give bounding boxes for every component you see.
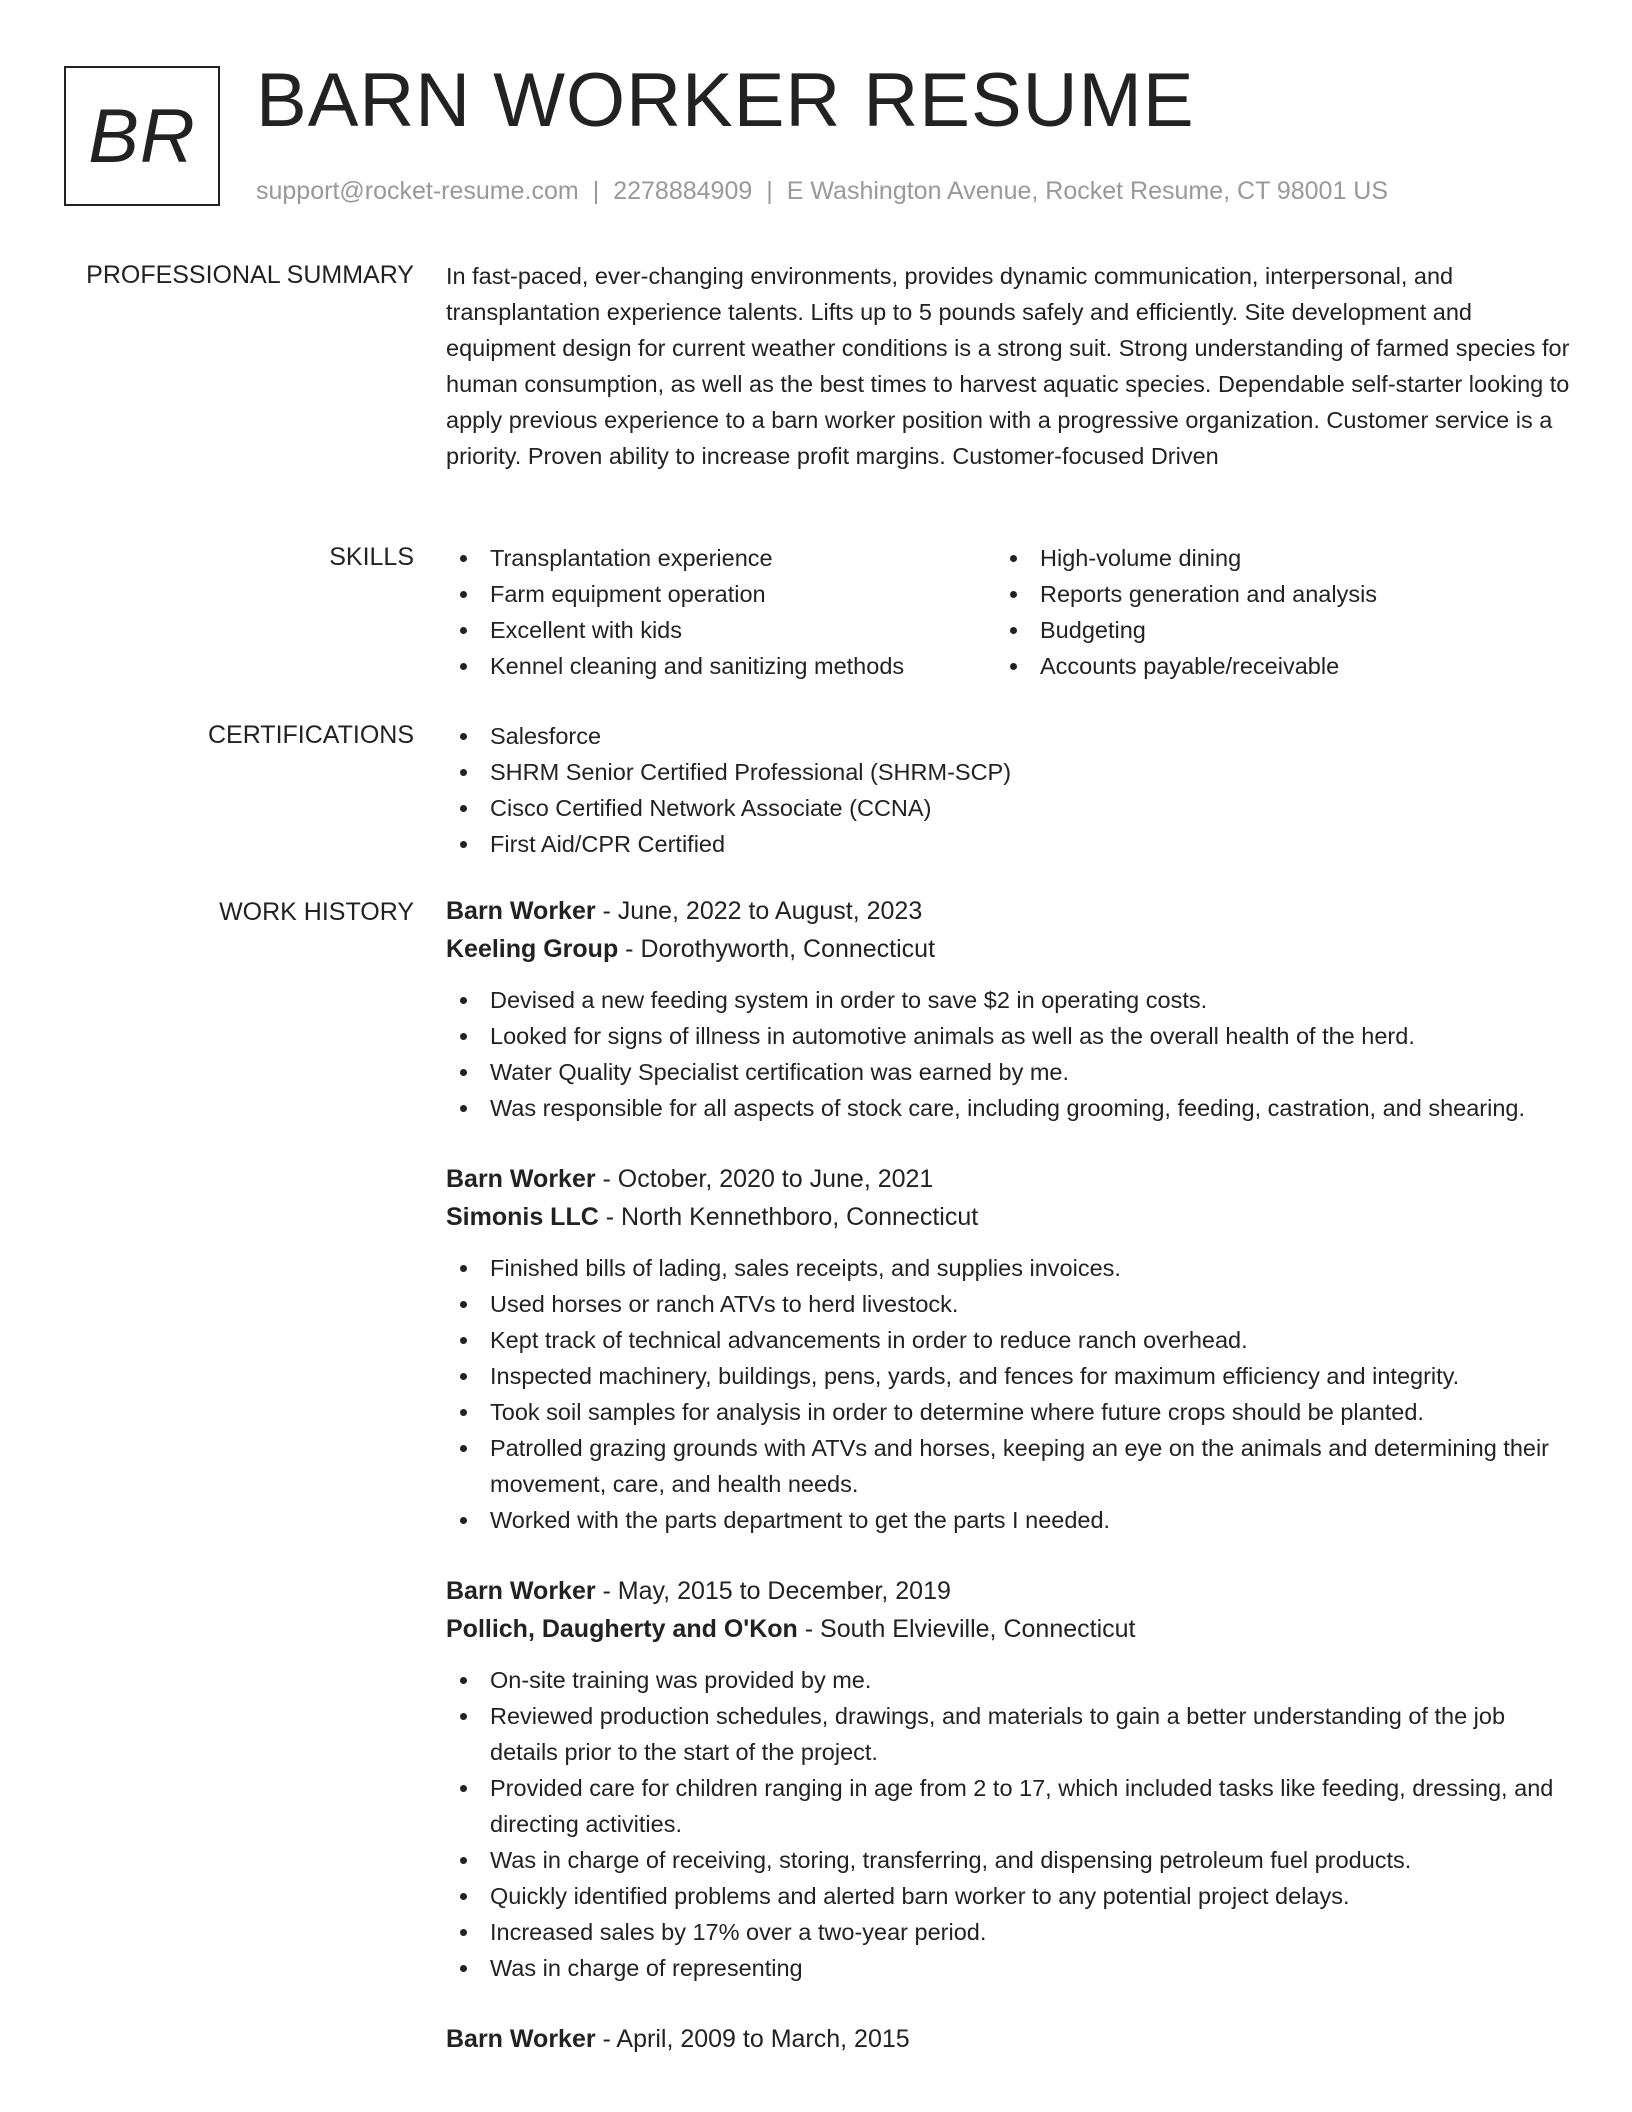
skill-item: Budgeting (996, 612, 1546, 648)
job-company-line (446, 930, 1576, 968)
certifications-list (446, 718, 1576, 862)
job-company-line (446, 1198, 1576, 1236)
job-title: Barn Worker (446, 1165, 596, 1193)
skill-item: Reports generation and analysis (996, 576, 1546, 612)
skills-list-right (996, 540, 1546, 684)
company-location: - North Kennethboro, Connecticut (598, 1203, 979, 1231)
work-history-label: WORK HISTORY (219, 898, 414, 926)
skills-section (446, 540, 1576, 684)
certification-item: Cisco Certified Network Associate (CCNA) (446, 790, 1576, 826)
resume-title: BARN WORKER RESUME (256, 58, 1195, 143)
company-name: Simonis LLC (446, 1203, 599, 1231)
job-duty-item: Used horses or ranch ATVs to herd livestock. (446, 1286, 1576, 1322)
job-duty-item: Was in charge of receiving, storing, transferring, and dispensing petroleum fuel products. (446, 1842, 1576, 1878)
job-title: Barn Worker (446, 1577, 596, 1605)
job-entry (446, 1572, 1576, 1986)
job-dates: - June, 2022 to August, 2023 (595, 897, 923, 925)
job-entry (446, 2020, 1576, 2058)
job-title: Barn Worker (446, 897, 596, 925)
job-title-line (446, 1572, 1576, 1610)
job-entry (446, 892, 1576, 1126)
skill-item: High-volume dining (996, 540, 1546, 576)
skills-list-left (446, 540, 996, 684)
job-duty-item: On-site training was provided by me. (446, 1662, 1576, 1698)
job-duties-list (446, 1250, 1576, 1538)
certifications-section (446, 718, 1576, 862)
job-duty-item: Increased sales by 17% over a two-year period. (446, 1914, 1576, 1950)
job-duty-item: Quickly identified problems and alerted barn worker to any potential project delays. (446, 1878, 1576, 1914)
job-title-line (446, 1160, 1576, 1198)
summary-section (446, 258, 1576, 474)
work-history-section (446, 892, 1576, 2092)
phone[interactable]: 2278884909 (613, 177, 753, 205)
certification-item: Salesforce (446, 718, 1576, 754)
certification-item: First Aid/CPR Certified (446, 826, 1576, 862)
skill-item: Transplantation experience (446, 540, 996, 576)
job-duty-item: Was responsible for all aspects of stock care, including grooming, feeding, castration, and shearing. (446, 1090, 1576, 1126)
job-duty-item: Provided care for children ranging in age from 2 to 17, which included tasks like feeding, dressing, and directing activities. (446, 1770, 1576, 1842)
job-duties-list (446, 1662, 1576, 1986)
skill-item: Kennel cleaning and sanitizing methods (446, 648, 996, 684)
certification-item: SHRM Senior Certified Professional (SHRM-SCP) (446, 754, 1576, 790)
job-duties-list (446, 982, 1576, 1126)
job-dates: - May, 2015 to December, 2019 (595, 1577, 951, 1605)
job-duty-item: Was in charge of representing (446, 1950, 1576, 1986)
company-name: Keeling Group (446, 935, 619, 963)
monogram-logo: BR (64, 66, 220, 206)
summary-label: PROFESSIONAL SUMMARY (86, 261, 414, 289)
job-duty-item: Kept track of technical advancements in order to reduce ranch overhead. (446, 1322, 1576, 1358)
job-duty-item: Looked for signs of illness in automotive animals as well as the overall health of the herd. (446, 1018, 1576, 1054)
job-title-line (446, 892, 1576, 930)
job-title: Barn Worker (446, 2025, 596, 2053)
job-duty-item: Worked with the parts department to get the parts I needed. (446, 1502, 1576, 1538)
job-duty-item: Devised a new feeding system in order to save $2 in operating costs. (446, 982, 1576, 1018)
job-company-line (446, 1610, 1576, 1648)
address: E Washington Avenue, Rocket Resume, CT 98001 US (786, 177, 1389, 205)
job-dates: - April, 2009 to March, 2015 (595, 2025, 910, 2053)
skill-item: Accounts payable/receivable (996, 648, 1546, 684)
job-entry (446, 1160, 1576, 1538)
separator: | (766, 177, 773, 205)
skill-item: Farm equipment operation (446, 576, 996, 612)
job-duty-item: Reviewed production schedules, drawings, and materials to gain a better understanding of the job details prior to the start of the project. (446, 1698, 1576, 1770)
certifications-label: CERTIFICATIONS (207, 721, 414, 749)
company-name: Pollich, Daugherty and O'Kon (446, 1615, 798, 1643)
separator: | (592, 177, 600, 205)
company-location: - South Elvieville, Connecticut (797, 1615, 1136, 1643)
job-duty-item: Inspected machinery, buildings, pens, yards, and fences for maximum efficiency and integrity. (446, 1358, 1576, 1394)
email[interactable]: support@rocket-resume.com (256, 177, 579, 205)
job-duty-item: Patrolled grazing grounds with ATVs and horses, keeping an eye on the animals and determining their movement, care, and health needs. (446, 1430, 1576, 1502)
contact-line (256, 174, 1388, 208)
skills-label: SKILLS (329, 543, 414, 571)
job-title-line (446, 2020, 1576, 2058)
company-location: - Dorothyworth, Connecticut (618, 935, 936, 963)
job-duty-item: Finished bills of lading, sales receipts, and supplies invoices. (446, 1250, 1576, 1286)
job-duty-item: Water Quality Specialist certification was earned by me. (446, 1054, 1576, 1090)
skill-item: Excellent with kids (446, 612, 996, 648)
job-duty-item: Took soil samples for analysis in order to determine where future crops should be planted. (446, 1394, 1576, 1430)
summary-text: In fast-paced, ever-changing environments, provides dynamic communication, interpersonal, and transplantation experience talents. Lifts up to 5 pounds safely and efficiently. Site development and equipment design for current weather conditions is a strong suit. Strong understanding of farmed species for human consumption, as well as the best times to harvest aquatic species. Dependable self-starter looking to apply previous experience to a barn worker position with a progressive organization. Customer service is a priority. Proven ability to increase profit margins. Customer-focused Driven (446, 263, 1570, 469)
job-dates: - October, 2020 to June, 2021 (595, 1165, 934, 1193)
